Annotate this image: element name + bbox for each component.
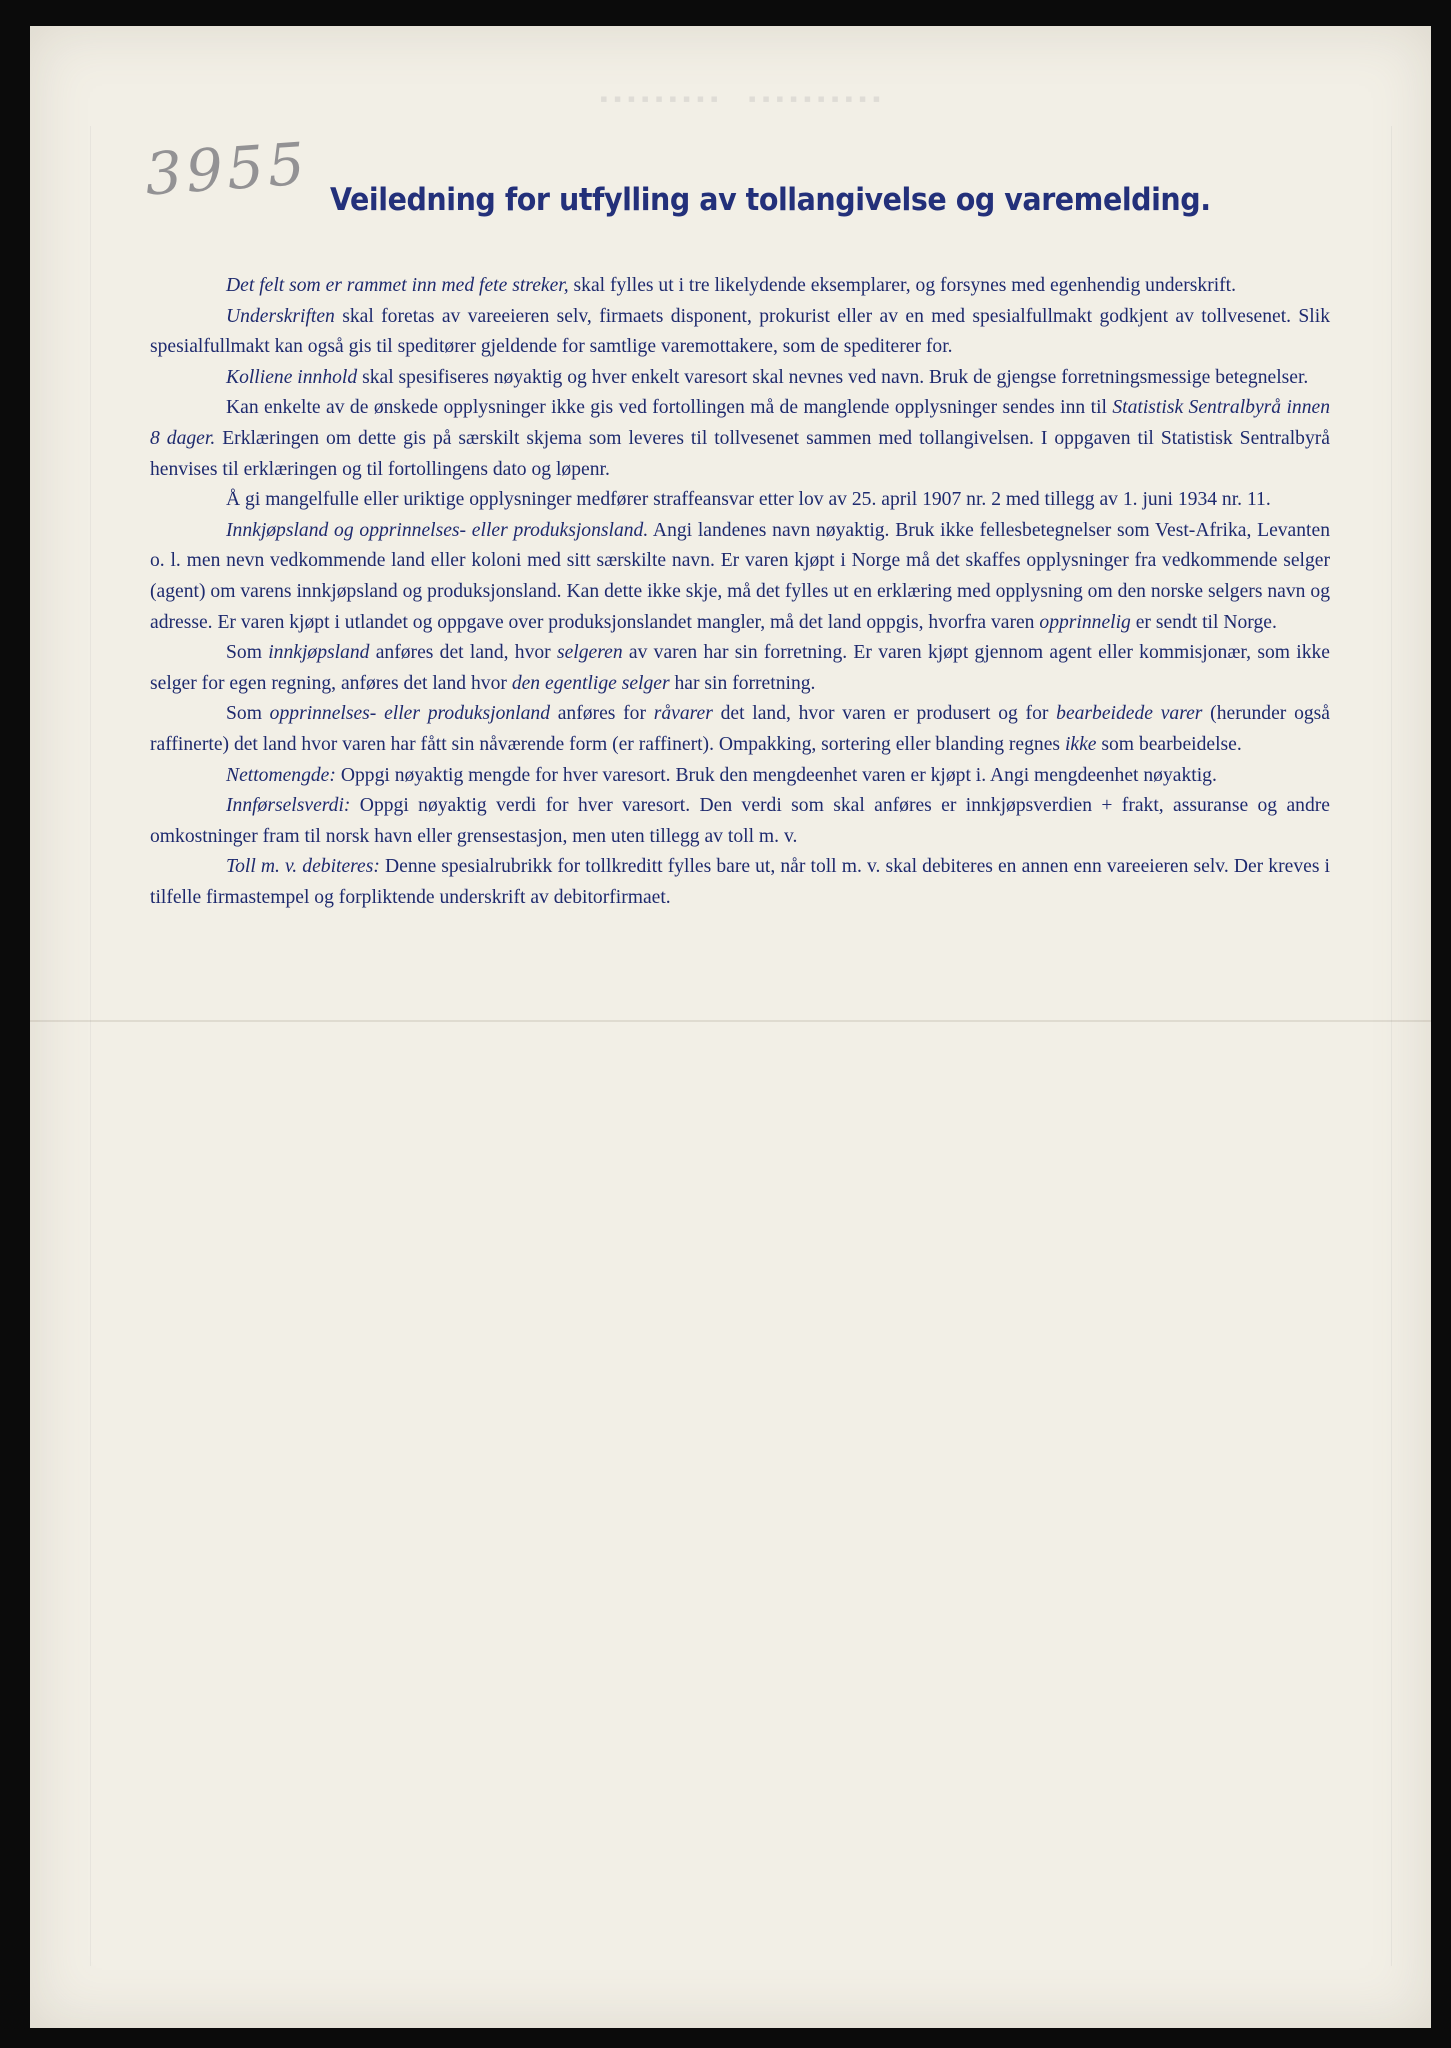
instruction-paragraph — [150, 485, 1330, 516]
emphasized-term: Innkjøpsland og opprinnelses- eller produksjonsland. — [226, 519, 649, 541]
paragraph-text: skal foretas av vareeieren selv, firmaets disponent, prokurist eller av en med spesialfullmakt godkjent av tollvesenet. Slik spesialfullmakt kan også gis til speditører gjeldende for samtlige varemottakere, som de spediterer for. — [150, 305, 1330, 358]
paragraph-text: Oppgi nøyaktig verdi for hver varesort. Den verdi som skal anføres er innkjøpsverdien + frakt, assuranse og andre omkostninger fram til norsk havn eller grensestasjon, men uten tillegg av toll m. v. — [150, 795, 1330, 847]
paragraph-text: skal fylles ut i tre likelydende eksemplarer, og forsynes med egenhendig underskrift. — [568, 275, 1237, 296]
emphasized-term: Innførselsverdi: — [226, 795, 351, 817]
paragraph-text: Erklæringen om dette gis på særskilt skjema som leveres til tollvesenet sammen med tollangivelsen. I oppgaven til Statistisk Sentralbyrå henvises til erklæringen og til fortollingens dato og løpenr. — [150, 427, 1330, 480]
instruction-paragraph — [150, 852, 1330, 913]
emphasized-term: bearbeidede varer — [1056, 703, 1203, 725]
instruction-paragraph — [150, 271, 1330, 302]
emphasized-term: Kolliene innhold — [226, 366, 358, 388]
emphasized-term: selgeren — [556, 642, 623, 664]
emphasized-term: innkjøpsland — [268, 642, 370, 664]
paragraph-text: Angi landenes navn nøyaktig. Bruk ikke fellesbetegnelser som Vest-Afrika, Levanten o. l. men nevn vedkommende land eller koloni med sitt særskilte navn. Er varen kjøpt i Norge må det skaffes opplysninger fra vedkommende selger (agent) om varens innkjøpsland og produksjonsland. Kan dette ikke skje, må det fylles ut en erklæring med opplysning om den norske selgers navn og adresse. Er varen kjøpt i utlandet og oppgave over produksjonslandet mangler, må det land oppgis, hvorfra varen — [150, 519, 1330, 633]
emphasized-term: Underskriften — [226, 305, 335, 327]
paragraph-text: Som — [226, 642, 269, 664]
document-title: Veiledning for utfylling av tollangivelse og varemelding. — [330, 182, 1211, 218]
instruction-paragraph — [150, 363, 1330, 394]
instructions-body — [150, 271, 1330, 913]
instruction-paragraph — [150, 393, 1330, 485]
emphasized-term: Statistisk Sentralbyrå innen 8 dager. — [150, 397, 1330, 449]
bleed-through-form-header: ▪▪▪▪▪▪▪▪▪ ▪▪▪▪▪▪▪▪▪▪ — [600, 86, 887, 111]
paragraph-text: som bearbeidelse. — [1096, 733, 1242, 755]
instruction-paragraph — [150, 699, 1330, 760]
emphasized-term: råvarer — [653, 703, 713, 725]
paragraph-text: skal spesifiseres nøyaktig og hver enkelt varesort skal nevnes ved navn. Bruk de gjengse forretningsmessige betegnelser. — [357, 366, 1309, 388]
handwritten-reference-number: 3955 — [142, 129, 311, 209]
instruction-paragraph — [150, 761, 1330, 792]
paragraph-text: det land, hvor varen er produsert og for — [712, 703, 1057, 725]
emphasized-term: Nettomengde: — [226, 764, 336, 786]
instruction-paragraph — [150, 302, 1330, 363]
paragraph-text: av varen har sin forretning. Er varen kjøpt gjennom agent eller kommisjonær, som ikke selger for egen regning, anføres det land hvor — [150, 642, 1330, 694]
emphasized-term: Det felt som er rammet inn med fete streker, — [226, 275, 569, 296]
paragraph-text: er sendt til Norge. — [1130, 611, 1277, 633]
paragraph-text: har sin forretning. — [669, 672, 816, 694]
paragraph-text: Oppgi nøyaktig mengde for hver varesort. Bruk den mengdeenhet varen er kjøpt i. Angi mengdeenhet nøyaktig. — [335, 764, 1217, 786]
instruction-paragraph — [150, 516, 1330, 638]
paragraph-text: anføres det land, hvor — [369, 642, 557, 664]
paragraph-text: Denne spesialrubrikk for tollkreditt fylles bare ut, når toll m. v. skal debiteres en annen enn vareeieren selv. Der kreves i tilfelle firmastempel og forpliktende underskrift av debitorfirmaet. — [150, 856, 1330, 908]
paragraph-text: Kan enkelte av de ønskede opplysninger ikke gis ved fortollingen må de manglende opplysninger sendes inn til — [226, 397, 1113, 419]
instruction-paragraph — [150, 791, 1330, 852]
emphasized-term: Toll m. v. debiteres: — [226, 856, 380, 878]
paragraph-text: Å gi mangelfulle eller uriktige opplysninger medfører straffeansvar etter lov av 25. april 1907 nr. 2 med tillegg av 1. juni 1934 nr. 11. — [226, 489, 1271, 511]
instruction-paragraph — [150, 638, 1330, 699]
emphasized-term: ikke — [1064, 733, 1097, 755]
paragraph-text: Som — [226, 703, 270, 725]
emphasized-term: den egentlige selger — [511, 672, 670, 694]
paper-fold-line — [30, 1020, 1431, 1022]
paragraph-text: anføres for — [550, 703, 654, 725]
paragraph-text: (herunder også raffinerte) det land hvor varen har fått sin nåværende form (er raffinert). Ompakking, sortering eller blanding regnes — [150, 703, 1330, 755]
emphasized-term: opprinnelses- eller produksjonland — [269, 703, 550, 725]
emphasized-term: opprinnelig — [1039, 611, 1131, 633]
